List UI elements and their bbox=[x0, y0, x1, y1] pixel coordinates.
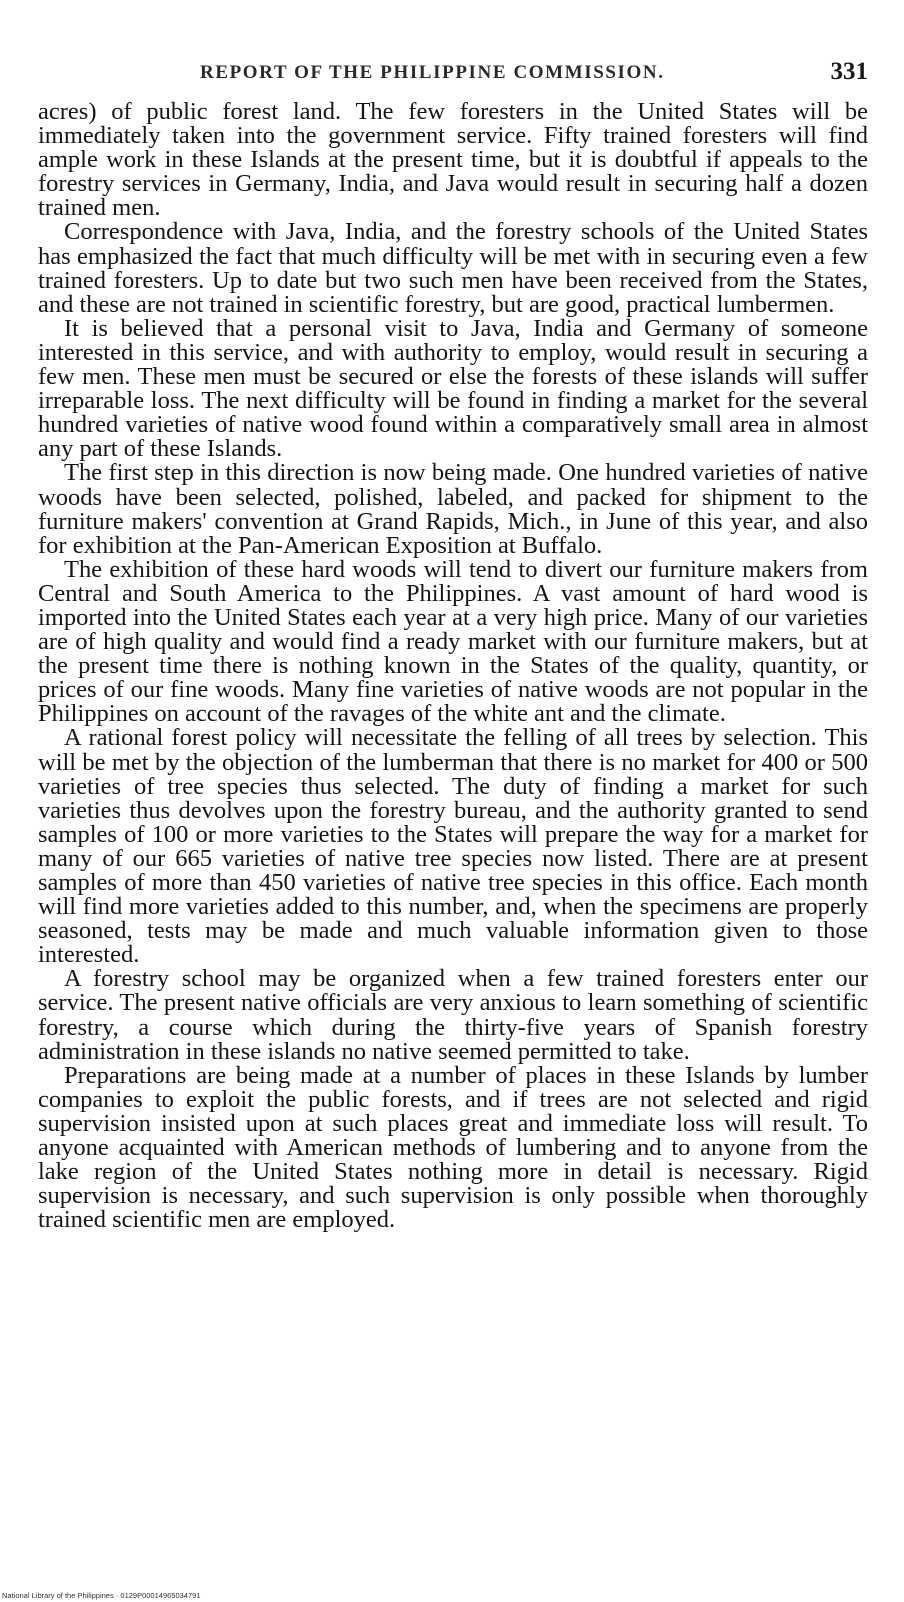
page-number: 331 bbox=[830, 58, 868, 85]
page-header bbox=[200, 58, 868, 88]
paragraph: A forestry school may be organized when a few trained foresters enter our service. The present native officials are very anxious to learn something of scientific forestry, a course which during the thirty-five years of Spanish forestry administration in these islands no native seemed permitted to take. bbox=[38, 965, 868, 1065]
paragraph: acres) of public forest land. The few foresters in the United States will be immediately taken into the government service. Fifty trained foresters will find ample work in these Islands at the present time, but it is doubtful if appeals to the forestry services in Germany, India, and Java would result in securing half a dozen trained men. bbox=[38, 98, 868, 222]
paragraph: Correspondence with Java, India, and the forestry schools of the United States has emphasized the fact that much difficulty will be met with in securing even a few trained foresters. Up to date but two such men have been received from the States, and these are not trained in scientific forestry, but are good, practical lumbermen. bbox=[38, 218, 868, 318]
paragraph: The exhibition of these hard woods will tend to divert our furniture makers from Central and South America to the Philippines. A vast amount of hard wood is imported into the United States each year at a very high price. Many of our varieties are of high quality and would find a ready market with our furniture makers, but at the present time there is nothing known in the States of the quality, quantity, or prices of our fine woods. Many fine varieties of native woods are not popular in the Philippines on account of the ravages of the white ant and the climate. bbox=[38, 555, 868, 728]
paragraph: Preparations are being made at a number of places in these Islands by lumber companies to exploit the public forests, and if trees are not selected and rigid supervision insisted upon at such places great and immediate loss will result. To anyone acquainted with American methods of lumbering and to anyone from the lake region of the United States nothing more in detail is necessary. Rigid supervision is necessary, and such supervision is only possible when thoroughly trained scientific men are employed. bbox=[38, 1061, 868, 1234]
paragraph: A rational forest policy will necessitate the felling of all trees by selection. This will be met by the objection of the lumberman that there is no market for 400 or 500 varieties of tree species thus selected. The duty of finding a market for such varieties thus devolves upon the forestry bureau, and the authority granted to send samples of 100 or more varieties to the States will prepare the way for a market for many of our 665 varieties of native tree species now listed. There are at present samples of more than 450 varieties of native tree species in this office. Each month will find more varieties added to this number, and, when the specimens are properly seasoned, tests may be made and much valuable information given to those interested. bbox=[38, 724, 868, 969]
body-text bbox=[38, 100, 868, 1232]
running-head: REPORT OF THE PHILIPPINE COMMISSION. bbox=[200, 62, 665, 83]
scan-source-footer: National Library of the Philippines · 0129P00014965034791 bbox=[2, 1591, 201, 1600]
paragraph: It is believed that a personal visit to Java, India and Germany of someone interested in this service, and with authority to employ, would result in securing a few men. These men must be secured or else the forests of these islands will suffer irreparable loss. The next difficulty will be found in finding a market for the several hundred varieties of native wood found within a comparatively small area in almost any part of these Islands. bbox=[38, 314, 868, 463]
paragraph: The first step in this direction is now being made. One hundred varieties of native woods have been selected, polished, labeled, and packed for shipment to the furniture makers' convention at Grand Rapids, Mich., in June of this year, and also for exhibition at the Pan-American Exposition at Buffalo. bbox=[38, 459, 868, 559]
